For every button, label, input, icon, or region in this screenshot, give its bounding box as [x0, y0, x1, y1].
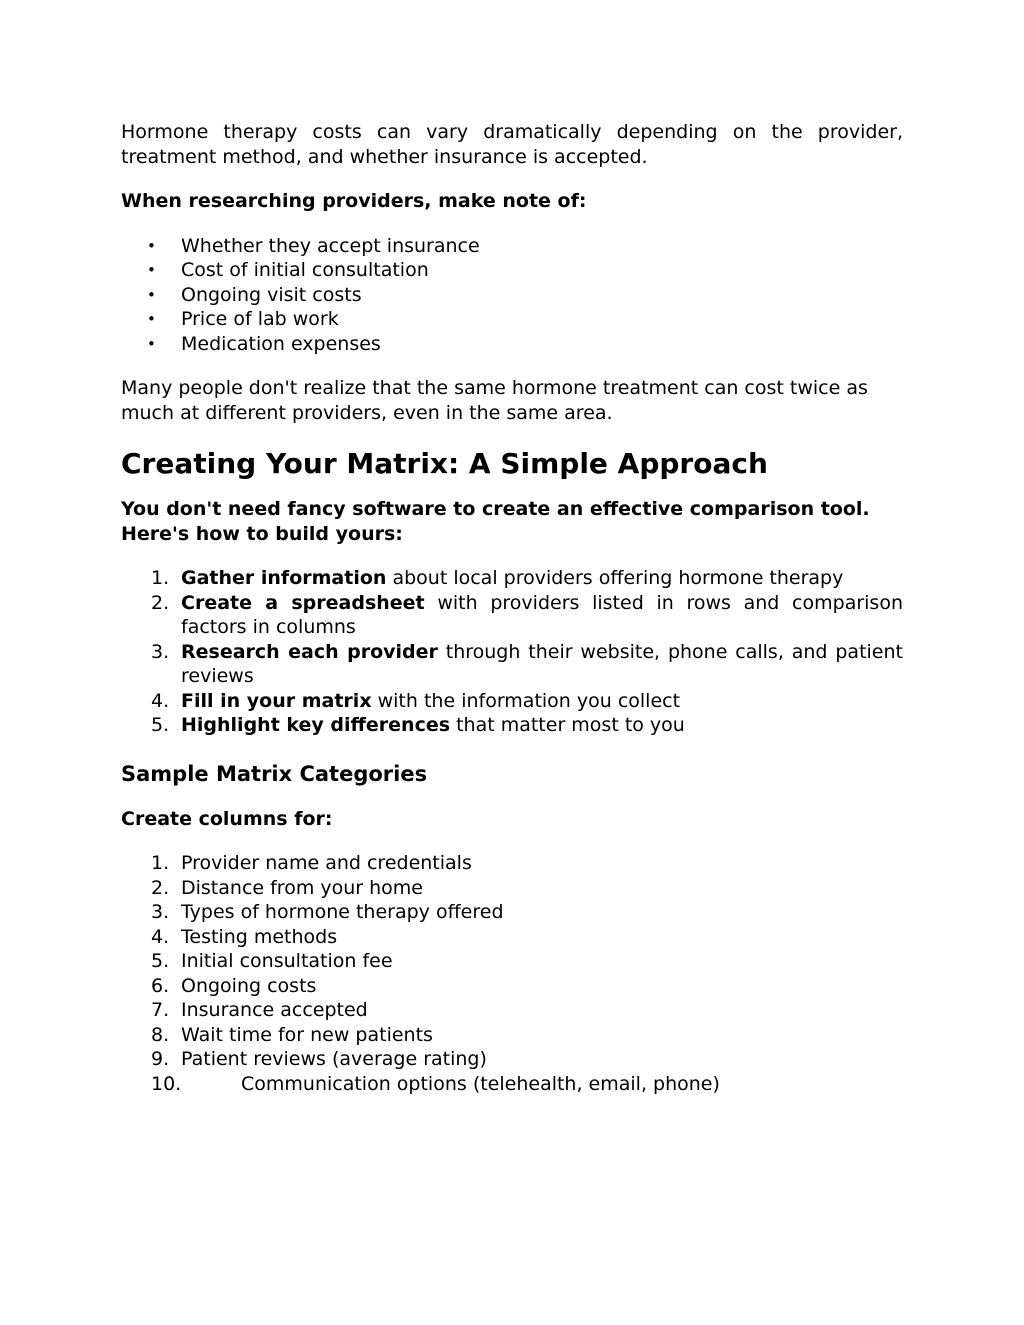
list-item: • Cost of initial consultation: [121, 258, 903, 283]
column-text: Ongoing costs: [181, 974, 317, 997]
list-item: [121, 640, 903, 689]
column-text: Insurance accepted: [181, 999, 368, 1021]
section-title: Creating Your Matrix: A Simple Approach: [121, 447, 768, 480]
list-item: [121, 876, 903, 901]
steps-list: [121, 566, 903, 738]
list-item: • Ongoing visit costs: [121, 283, 903, 308]
list-item: • Whether they accept insurance: [121, 234, 903, 259]
list-item: • Price of lab work: [121, 307, 903, 332]
subsection-title: Sample Matrix Categories: [121, 761, 428, 786]
column-text: Types of hormone therapy offered: [181, 901, 504, 923]
step-bold: Research each provider: [181, 640, 438, 663]
list-item: [121, 925, 903, 950]
column-text: Provider name and credentials: [181, 852, 472, 874]
list-item: [121, 949, 903, 974]
list-number: 6.: [151, 974, 170, 997]
note-list: [121, 234, 903, 357]
list-number: 10.: [151, 1072, 182, 1095]
step-text: with providers listed in rows and comparison factors in columns: [181, 591, 903, 638]
step-bold: Create a spreadsheet: [181, 591, 425, 614]
list-item: [121, 566, 903, 591]
list-number: 5.: [151, 714, 170, 736]
column-text: Patient reviews (average rating): [181, 1048, 487, 1070]
list-item: [121, 1023, 903, 1048]
list-item: [121, 1072, 903, 1097]
list-number: 7.: [151, 999, 170, 1021]
column-text: Communication options (telehealth, email, phone): [241, 1072, 720, 1095]
list-number: 9.: [151, 1048, 170, 1070]
document-page: [121, 120, 903, 1096]
list-number: 8.: [151, 1023, 170, 1046]
list-item: [121, 851, 903, 876]
list-number: 1.: [151, 567, 170, 589]
column-text: Testing methods: [181, 925, 338, 948]
columns-list: [121, 851, 903, 1096]
list-number: 1.: [151, 852, 170, 874]
step-text: through their website, phone calls, and patient reviews: [181, 640, 903, 687]
step-bold: Highlight key differences: [181, 714, 451, 736]
list-item: • Medication expenses: [121, 332, 903, 357]
step-text: with the information you collect: [371, 689, 681, 712]
list-number: 5.: [151, 950, 170, 972]
column-text: Initial consultation fee: [181, 950, 393, 972]
list-item: [121, 900, 903, 925]
columns-heading: Create columns for:: [121, 807, 333, 830]
list-item: [121, 713, 903, 738]
step-bold: Fill in your matrix: [181, 689, 372, 712]
list-number: 3.: [151, 640, 170, 663]
column-text: Wait time for new patients: [181, 1023, 433, 1046]
list-item: [121, 974, 903, 999]
list-item: [121, 689, 903, 714]
list-number: 2.: [151, 591, 170, 614]
intro-paragraph: Hormone therapy costs can vary dramatically depending on the provider, treatment method, and whether insurance is accepted.: [121, 121, 903, 168]
list-item: [121, 591, 903, 640]
step-text: about local providers offering hormone therapy: [386, 567, 844, 589]
step-text: that matter most to you: [450, 714, 685, 736]
price-paragraph: Many people don't realize that the same hormone treatment can cost twice as much at different providers, even in the same area.: [121, 377, 868, 424]
section-intro: You don't need fancy software to create an effective comparison tool. Here's how to build yours:: [121, 498, 870, 545]
column-text: Distance from your home: [181, 876, 423, 899]
list-number: 4.: [151, 925, 170, 948]
step-bold: Gather information: [181, 567, 387, 589]
list-item: [121, 998, 903, 1023]
list-number: 4.: [151, 689, 170, 712]
list-item: [121, 1047, 903, 1072]
list-number: 2.: [151, 876, 170, 899]
note-heading: When researching providers, make note of:: [121, 190, 587, 212]
list-number: 3.: [151, 901, 170, 923]
